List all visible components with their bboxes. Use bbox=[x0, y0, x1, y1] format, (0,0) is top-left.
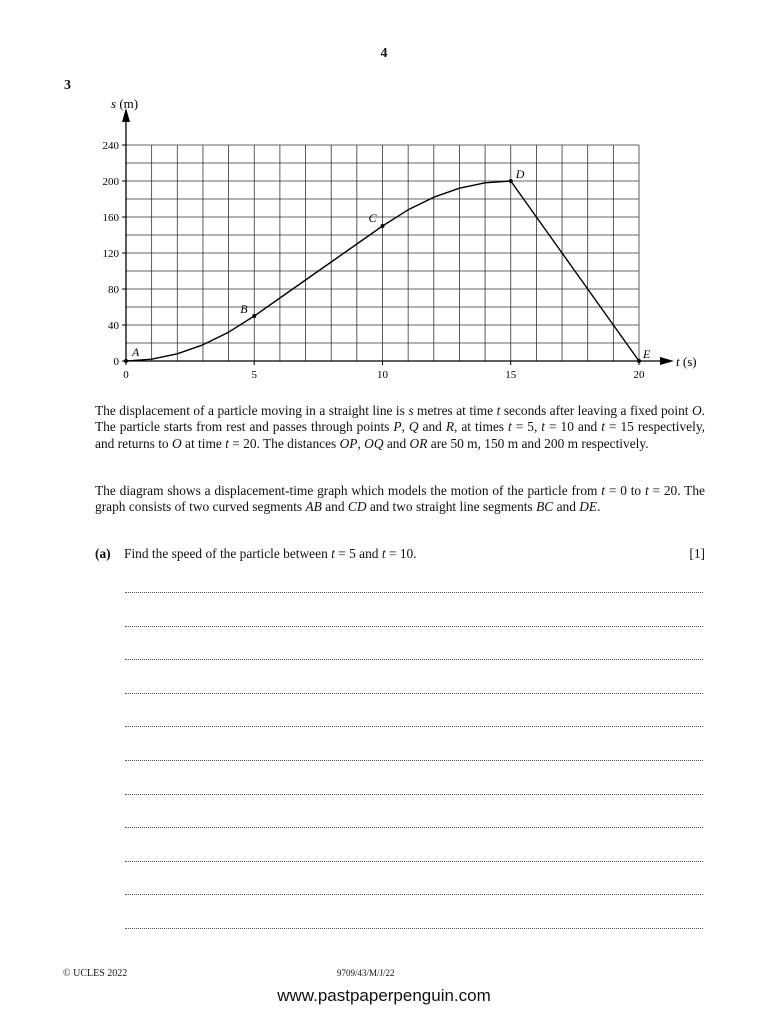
part-a-marks: [1] bbox=[689, 546, 705, 561]
answer-line[interactable] bbox=[125, 659, 703, 660]
y-tick-label: 0 bbox=[113, 356, 119, 368]
x-tick-label: 0 bbox=[123, 369, 129, 381]
answer-line[interactable] bbox=[125, 726, 703, 727]
point-c bbox=[381, 224, 385, 228]
part-a-question-text: Find the speed of the particle between t = 5 and t = 10. bbox=[124, 546, 417, 561]
x-tick-label: 20 bbox=[633, 369, 645, 381]
answer-line[interactable] bbox=[125, 693, 703, 694]
point-a bbox=[124, 359, 128, 363]
page-number: 4 bbox=[380, 46, 388, 61]
x-tick-label: 5 bbox=[251, 369, 257, 381]
footer-copyright: © UCLES 2022 bbox=[63, 968, 128, 979]
question-stem-paragraph-2: The diagram shows a displacement-time graph which models the motion of the particle from t = 0 to t = 20. The graph consists of two curved segments AB and CD and two straight line segments BC and DE. bbox=[95, 483, 705, 515]
displacement-time-graph bbox=[0, 0, 768, 390]
point-label-e: E bbox=[643, 347, 651, 361]
x-axis-label: t (s) bbox=[676, 354, 697, 369]
answer-line[interactable] bbox=[125, 894, 703, 895]
answer-line[interactable] bbox=[125, 626, 703, 627]
x-axis-arrow bbox=[660, 357, 674, 365]
point-label-d: D bbox=[515, 167, 525, 181]
y-tick-label: 40 bbox=[108, 320, 119, 332]
point-e bbox=[637, 359, 641, 363]
y-tick-label: 240 bbox=[102, 140, 119, 152]
graph-tick-labels bbox=[103, 140, 646, 381]
answer-line[interactable] bbox=[125, 794, 703, 795]
question-stem-paragraph-1: The displacement of a particle moving in a straight line is s metres at time t seconds after leaving a fixed point O. The particle starts from rest and passes through points P, Q and R, at times t = 5, t = 10 and t = 15 respectively, and returns to O at time t = 20. The distances OP, OQ and OR are 50 m, 150 m and 200 m respectively. bbox=[95, 403, 706, 451]
answer-line[interactable] bbox=[125, 861, 703, 862]
y-tick-label: 80 bbox=[108, 284, 119, 296]
graph-axes bbox=[122, 108, 674, 365]
answer-line[interactable] bbox=[125, 760, 703, 761]
answer-line[interactable] bbox=[125, 928, 703, 929]
x-tick-label: 10 bbox=[377, 369, 388, 381]
point-label-c: C bbox=[368, 211, 377, 225]
point-label-b: B bbox=[240, 302, 248, 316]
footer-url: www.pastpaperpenguin.com bbox=[277, 986, 491, 1005]
answer-line[interactable] bbox=[125, 592, 703, 593]
y-tick-label: 200 bbox=[102, 176, 119, 188]
y-axis-label: s (m) bbox=[111, 96, 139, 111]
part-a-label: (a) bbox=[95, 546, 111, 561]
footer-paper-code: 9709/43/M/J/22 bbox=[337, 968, 395, 978]
y-tick-label: 120 bbox=[102, 248, 119, 260]
y-tick-label: 160 bbox=[102, 212, 119, 224]
point-b bbox=[252, 314, 256, 318]
question-number: 3 bbox=[64, 78, 71, 93]
x-tick-label: 15 bbox=[505, 369, 517, 381]
point-label-a: A bbox=[132, 345, 140, 359]
point-d bbox=[509, 179, 513, 183]
answer-line[interactable] bbox=[125, 827, 703, 828]
